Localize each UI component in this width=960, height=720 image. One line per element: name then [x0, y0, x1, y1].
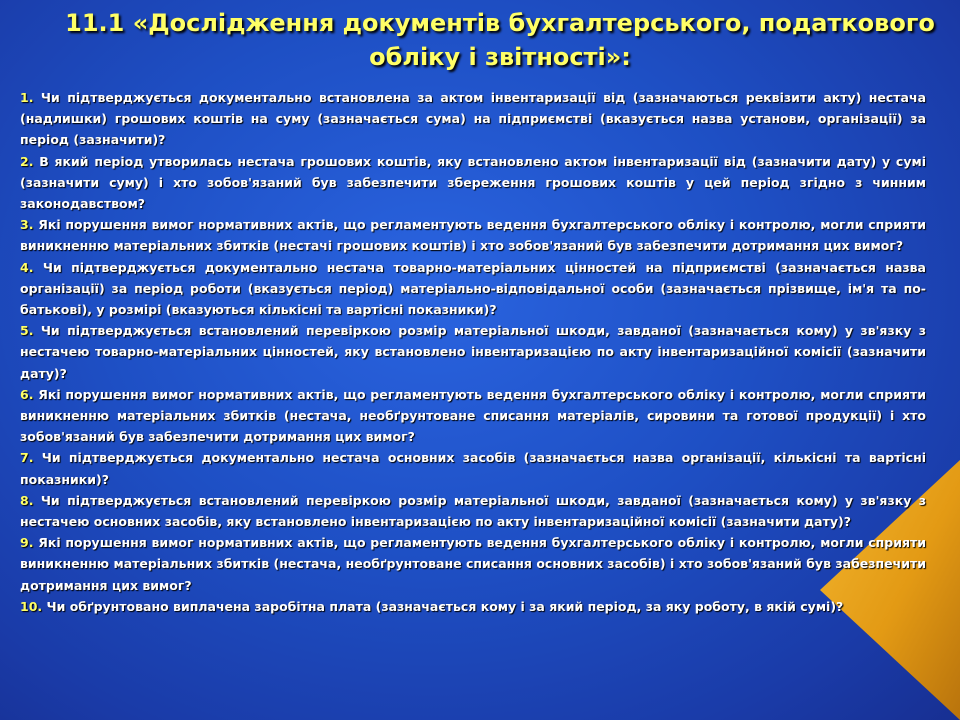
question-text: Чи підтверджується документально нестача основних засобів (зазначається назва організації, кількісні та вартісні показники)? — [20, 450, 926, 487]
question-number: 7. — [20, 450, 34, 466]
question-number: 3. — [20, 217, 34, 233]
question-item — [20, 532, 926, 596]
question-number: 8. — [20, 492, 34, 508]
question-item — [20, 257, 926, 321]
question-number: 5. — [20, 323, 34, 339]
question-number: 6. — [20, 386, 34, 402]
slide-title: 11.1 «Дослідження документів бухгалтерського, податкового обліку і звітності»: — [65, 9, 935, 71]
question-text: Чи підтверджується встановлений перевіркою розмір матеріальної шкоди, завданої (зазначається кому) у зв'язку з нестачею основних засобів, яку встановлено інвентаризацією по акту інвентаризаційної комісії (зазначити дату)? — [20, 492, 926, 530]
question-text: Які порушення вимог нормативних актів, що регламентують ведення бухгалтерського обліку і контролю, могли сприяти виникненню матеріальних збитків (нестача, необґрунтоване списання матеріалів, сировини та готової продукції) і хто зобов'язаний був забезпечити дотримання цих вимог? — [20, 386, 926, 445]
question-item — [20, 214, 926, 256]
question-text: Які порушення вимог нормативних актів, що регламентують ведення бухгалтерського обліку і контролю, могли сприяти виникненню матеріальних збитків (нестачі грошових коштів) і хто зобов'язаний був забезпечити дотримання цих вимог? — [20, 217, 926, 254]
question-number: 10. — [20, 598, 43, 614]
question-text: Які порушення вимог нормативних актів, що регламентують ведення бухгалтерського обліку і контролю, могли сприяти виникненню матеріальних збитків (нестача, необґрунтоване списання основних засобів) і хто зобов'язаний був забезпечити дотримання цих вимог? — [20, 535, 926, 593]
question-number: 9. — [20, 535, 34, 551]
question-item — [20, 87, 926, 151]
question-text: Чи підтверджується встановлений перевіркою розмір матеріальної шкоди, завданої (зазначається кому) у зв'язку з нестачею товарно-матеріальних цінностей, яку встановлено інвентаризацією по акту інвентаризаційної комісії (зазначити дату)? — [20, 323, 926, 381]
question-item — [20, 320, 926, 384]
question-item — [20, 384, 926, 448]
question-number: 2. — [20, 153, 34, 169]
questions-list — [20, 87, 926, 617]
question-number: 4. — [20, 259, 34, 275]
question-text: В який період утворилась нестача грошових коштів, яку встановлено актом інвентаризації від (зазначити дату) у сумі (зазначити суму) і хто зобов'язаний був забезпечити збереження грошових коштів у цей період згідно з чинним законодавством? — [20, 153, 926, 212]
question-item — [20, 596, 926, 617]
question-number: 1. — [20, 90, 34, 105]
question-text: Чи обґрунтовано виплачена заробітна плата (зазначається кому і за який період, за яку роботу, в якій сумі)? — [42, 598, 844, 614]
question-text: Чи підтверджується документально нестача товарно-матеріальних цінностей на підприємстві (зазначається назва організації) за період роботи (вказується період) матеріально-відповідальної особи (зазначається прізвище, ім'я та по-батькові), у розмірі (вказуються кількісні та вартісні показники)? — [20, 259, 926, 318]
question-item — [20, 447, 926, 489]
question-item — [20, 151, 926, 215]
question-item — [20, 490, 926, 532]
question-text: Чи підтверджується документально встановлена за актом інвентаризації від (зазначаються реквізити акту) нестача (надлишки) грошових коштів на суму (зазначається сума) на підприємстві (вказується назва установи, організації) за період (зазначити)? — [20, 90, 926, 148]
